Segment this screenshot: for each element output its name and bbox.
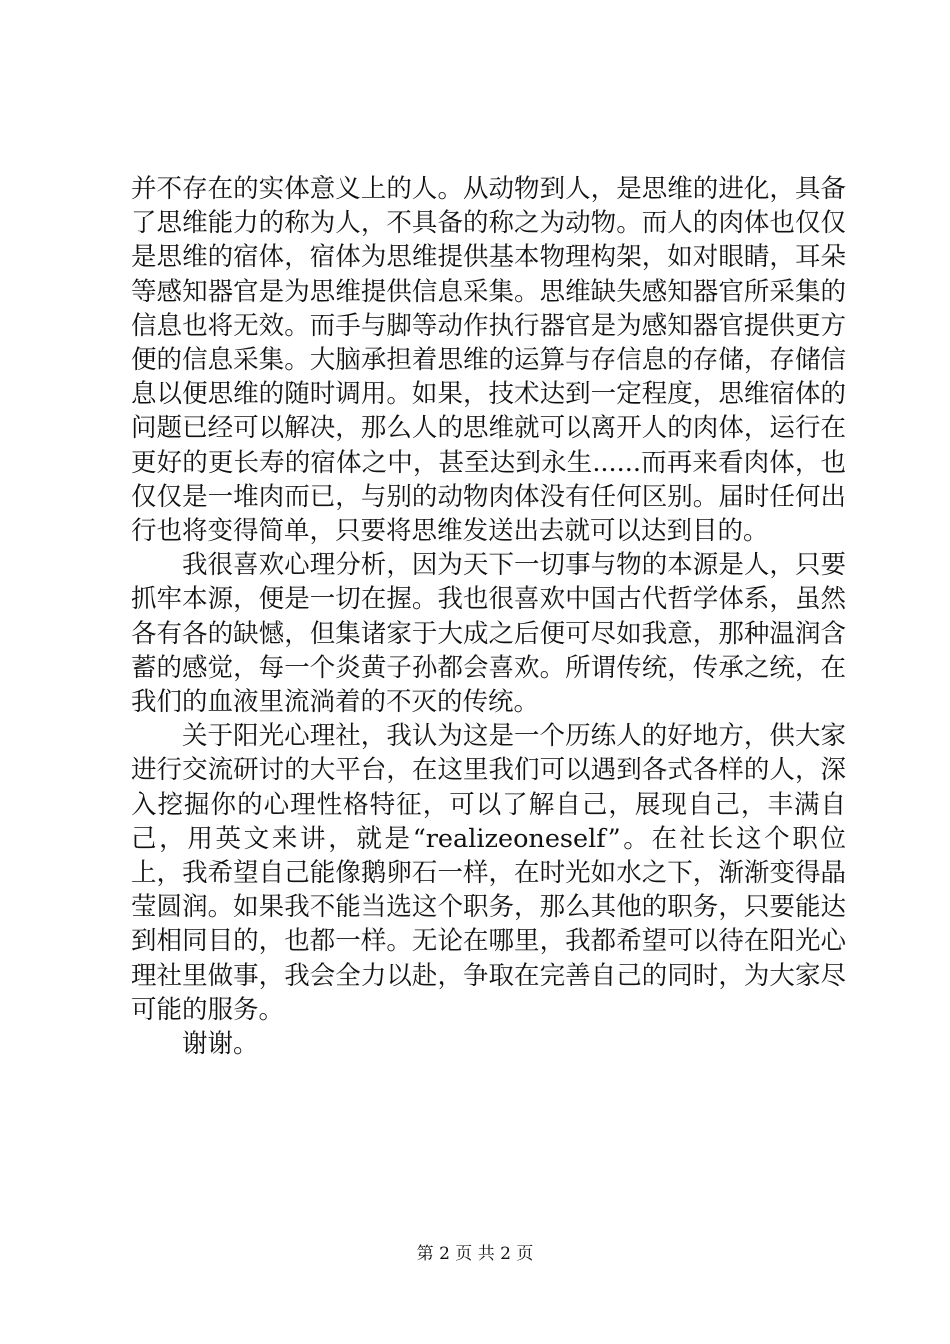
paragraph-thanks: 谢谢。 <box>182 1029 259 1060</box>
paragraph-sunshine-club: 关于阳光心理社，我认为这是一个历练人的好地方，供大家进行交流研讨的大平台，在这里我们可以遇到各式各样的人，深入挖掘你的心理性格特征，可以了解自己，展现自己，丰满自己，用英文来讲，就是“realizeoneself”。在社长这个职位上，我希望自己能像鹅卵石一样，在时光如水之下，渐渐变得晶莹圆润。如果我不能当选这个职务，那么其他的职务，只要能达到相同目的，也都一样。无论在哪里，我都希望可以待在阳光心理社里做事，我会全力以赴，争取在完善自己的同时，为大家尽可能的服务。 <box>131 721 846 1025</box>
document-body <box>131 172 846 1061</box>
paragraph-psychology-interest: 我很喜欢心理分析，因为天下一切事与物的本源是人，只要抓牢本源，便是一切在握。我也很喜欢中国古代哲学体系，虽然各有各的缺憾，但集诸家于大成之后便可尽如我意，那种温润含蓄的感觉，每一个炎黄子孙都会喜欢。所谓传统，传承之统，在我们的血液里流淌着的不灭的传统。 <box>131 550 846 718</box>
page-number-footer: 第 2 页 共 2 页 <box>416 1244 534 1264</box>
paragraph-continued-text: 并不存在的实体意义上的人。从动物到人，是思维的进化，具备了思维能力的称为人，不具备的称之为动物。而人的肉体也仅仅是思维的宿体，宿体为思维提供基本物理构架，如对眼睛，耳朵等感知器官是为思维提供信息采集。思维缺失感知器官所采集的信息也将无效。而手与脚等动作执行器官是为感知器官提供更方便的信息采集。大脑承担着思维的运算与存信息的存储，存储信息以便思维的随时调用。如果，技术达到一定程度，思维宿体的问题已经可以解决，那么人的思维就可以离开人的肉体，运行在更好的更长寿的宿体之中，甚至达到永生......而再来看肉体，也仅仅是一堆肉而已，与别的动物肉体没有任何区别。届时任何出行也将变得简单，只要将思维发送出去就可以达到目的。 <box>131 174 846 547</box>
